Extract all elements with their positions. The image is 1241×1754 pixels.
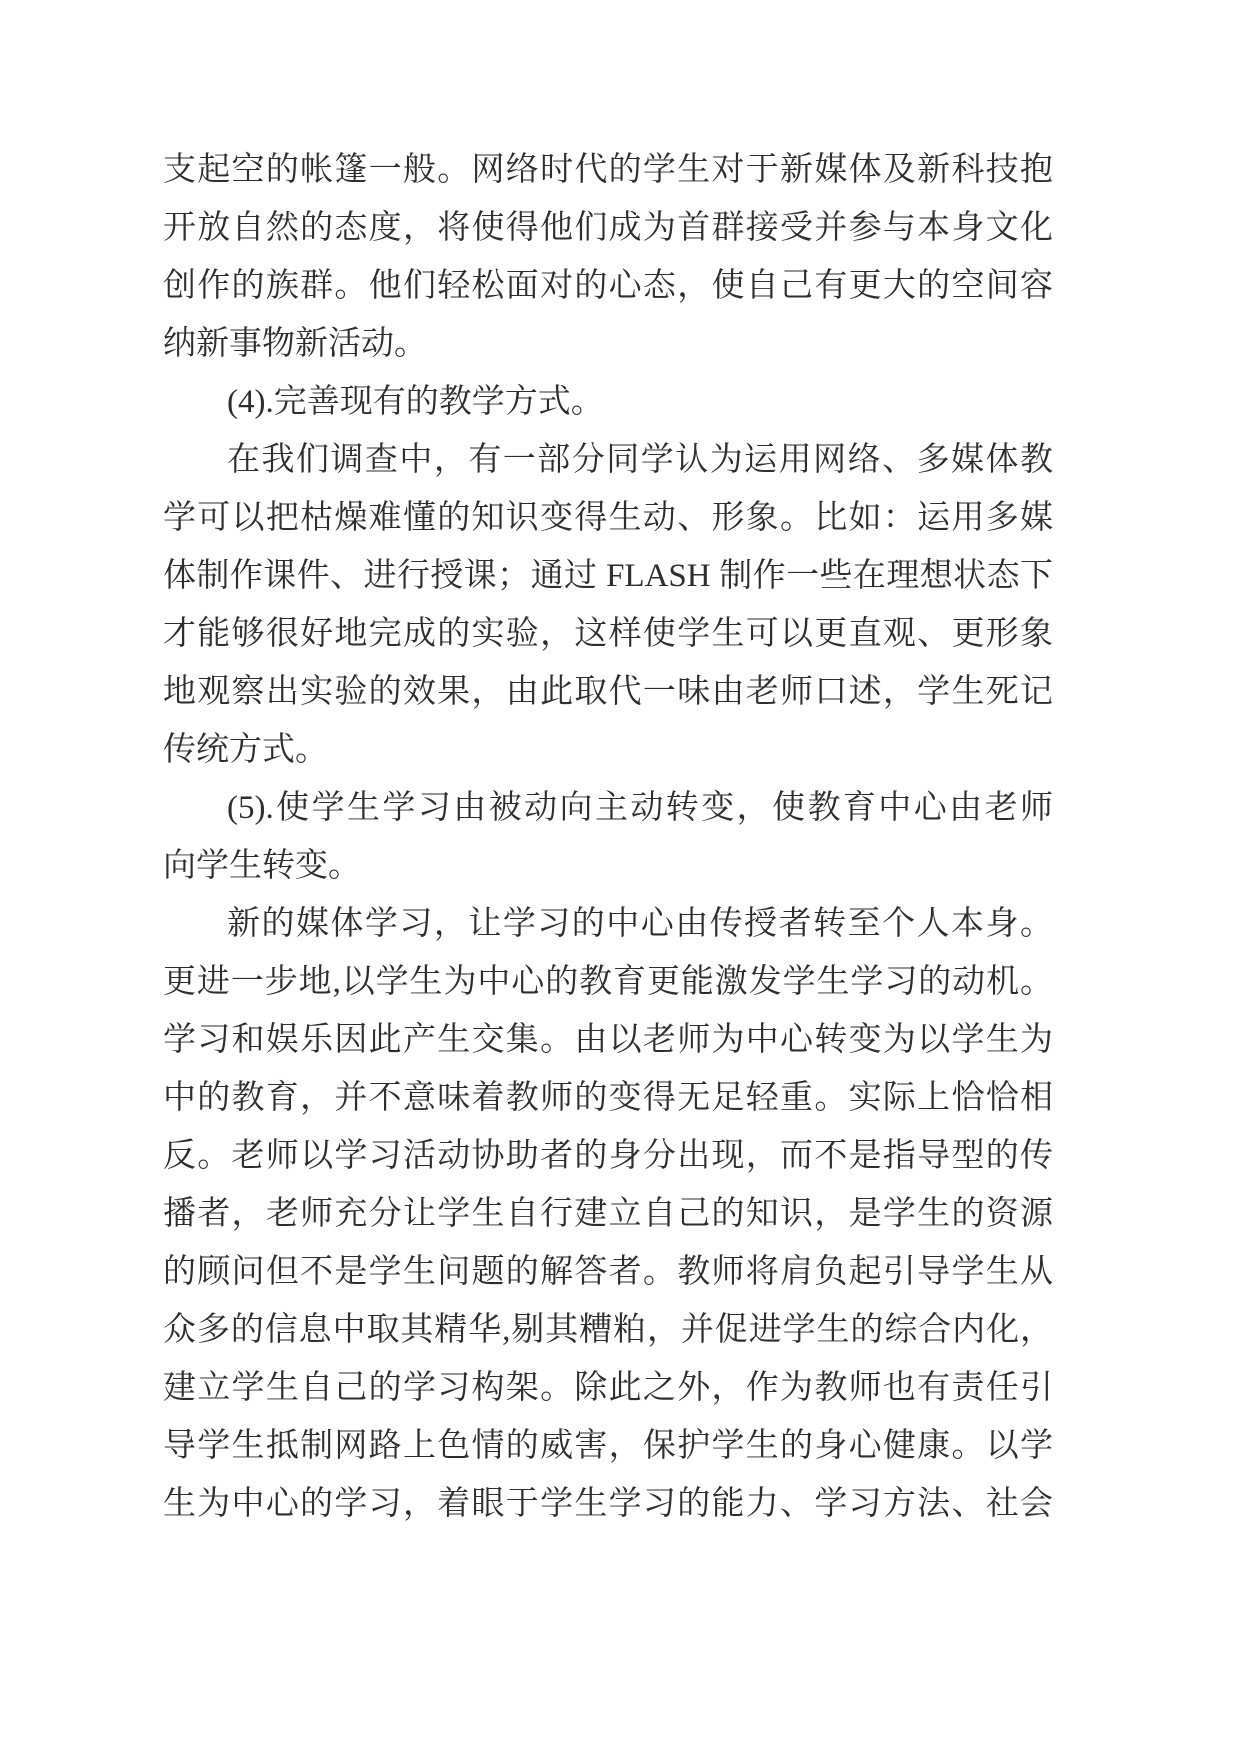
text-line: 传统方式。 — [163, 732, 328, 768]
text-line: 的顾问但不是学生问题的解答者。教师将肩负起引导学生从 — [163, 1254, 1053, 1290]
text-line: 生为中心的学习，着眼于学生学习的能力、学习方法、社会 — [163, 1486, 1053, 1522]
text-line: 向学生转变。 — [163, 848, 361, 884]
document-text-block — [163, 141, 1053, 1533]
text-line: 创作的族群。他们轻松面对的心态，使自己有更大的空间容 — [163, 268, 1053, 304]
text-line: 更进一步地,以学生为中心的教育更能激发学生学习的动机。 — [163, 964, 1053, 1000]
text-line: 导学生抵制网路上色情的威害，保护学生的身心健康。以学 — [163, 1428, 1053, 1464]
text-line: 中的教育，并不意味着教师的变得无足轻重。实际上恰恰相 — [163, 1080, 1053, 1116]
text-line: 学可以把枯燥难懂的知识变得生动、形象。比如：运用多媒 — [163, 500, 1053, 536]
text-line: 在我们调查中，有一部分同学认为运用网络、多媒体教 — [227, 442, 1053, 478]
text-line: 纳新事物新活动。 — [163, 326, 427, 362]
text-line: 众多的信息中取其精华,剔其糟粕，并促进学生的综合内化， — [163, 1312, 1053, 1348]
text-line: 开放自然的态度，将使得他们成为首群接受并参与本身文化 — [163, 210, 1053, 246]
text-line: 才能够很好地完成的实验，这样使学生可以更直观、更形象 — [163, 616, 1053, 652]
text-line: 学习和娱乐因此产生交集。由以老师为中心转变为以学生为 — [163, 1022, 1053, 1058]
text-line: 新的媒体学习，让学习的中心由传授者转至个人本身。 — [227, 906, 1053, 942]
text-line: 播者，老师充分让学生自行建立自己的知识，是学生的资源 — [163, 1196, 1053, 1232]
text-line: 支起空的帐篷一般。网络时代的学生对于新媒体及新科技抱 — [163, 152, 1053, 188]
text-line: 体制作课件、进行授课；通过 FLASH 制作一些在理想状态下 — [163, 558, 1053, 594]
text-line: 反。老师以学习活动协助者的身分出现，而不是指导型的传 — [163, 1138, 1053, 1174]
text-line: 地观察出实验的效果，由此取代一味由老师口述，学生死记 — [163, 674, 1053, 710]
text-line: (4).完善现有的教学方式。 — [227, 384, 604, 420]
text-line: 建立学生自己的学习构架。除此之外，作为教师也有责任引 — [163, 1370, 1053, 1406]
text-line: (5).使学生学习由被动向主动转变，使教育中心由老师 — [227, 790, 1053, 826]
